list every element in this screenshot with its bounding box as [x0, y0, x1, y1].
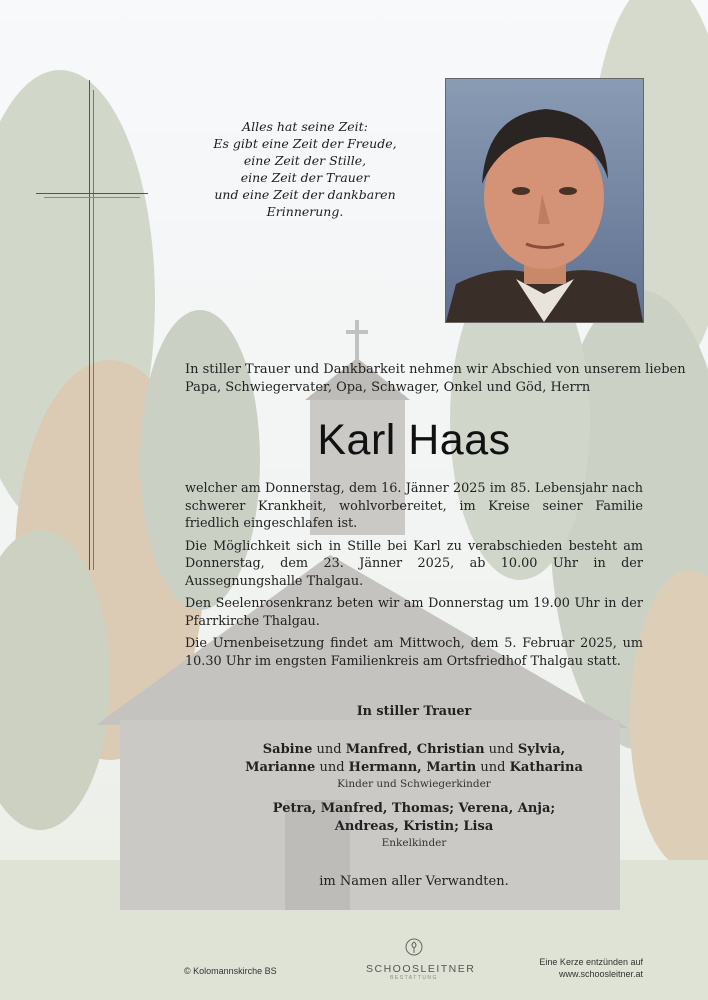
- announcement-body: [185, 480, 643, 675]
- mourner-name: Marianne: [245, 760, 316, 775]
- paragraph-passing: welcher am Donnerstag, dem 16. Jänner 2025 im 85. Lebensjahr nach schwerer Krankheit, wohlvorbereitet, im Kreise seiner Familie friedlich eingeschlafen ist.: [185, 481, 643, 531]
- rose-icon: [405, 938, 423, 956]
- mourner-name: Hermann, Martin: [348, 760, 477, 775]
- brand-name: SCHOOSLEITNER: [366, 963, 476, 975]
- paragraph-rosary: Den Seelenrosenkranz beten wir am Donnerstag um 19.00 Uhr in der Pfarrkirche Thalgau.: [185, 596, 643, 629]
- children-relation: Kinder und Schwiegerkinder: [337, 778, 491, 790]
- mourner-name: Katharina: [509, 760, 583, 775]
- grandchildren-line: Andreas, Kristin; Lisa: [334, 819, 494, 834]
- poem-line: und eine Zeit der dankbaren: [214, 187, 396, 202]
- mourners-heading: In stiller Trauer: [356, 704, 472, 719]
- website-link[interactable]: www.schoosleitner.at: [558, 969, 643, 979]
- mourner-name: Sabine: [262, 742, 313, 757]
- children-names: [185, 741, 643, 777]
- cross-decoration-horizontal-inner: [44, 197, 140, 198]
- cross-decoration-horizontal: [36, 193, 148, 194]
- brand-subtitle: BESTATTUNG: [390, 975, 438, 981]
- poem-line: eine Zeit der Trauer: [240, 170, 370, 185]
- poem: [205, 118, 405, 220]
- candle-text: Eine Kerze entzünden auf: [539, 957, 643, 967]
- candle-link[interactable]: [518, 956, 643, 980]
- conjunction: und: [484, 742, 518, 757]
- funeral-home-logo: [366, 938, 476, 981]
- intro-line: In stiller Trauer und Dankbarkeit nehmen wir Abschied von unserem lieben: [185, 362, 686, 377]
- conjunction: und: [312, 742, 346, 757]
- conjunction: und: [476, 760, 510, 775]
- mourner-name: Manfred, Christian: [345, 742, 485, 757]
- cross-decoration-vertical: [89, 80, 90, 570]
- cross-decoration-vertical-inner: [93, 90, 94, 570]
- poem-line: Alles hat seine Zeit:: [242, 119, 368, 134]
- intro-text: [185, 361, 686, 397]
- mourners-section: [185, 703, 643, 891]
- mourner-name: Sylvia,: [517, 742, 566, 757]
- portrait-photo: [445, 78, 644, 323]
- closing-line: im Namen aller Verwandten.: [319, 874, 509, 889]
- conjunction: und: [315, 760, 349, 775]
- poem-line: eine Zeit der Stille,: [243, 153, 367, 168]
- paragraph-farewell: Die Möglichkeit sich in Stille bei Karl zu verabschieden besteht am Donnerstag, dem 23. Jänner 2025, ab 10.00 Uhr in der Aussegnungshalle Thalgau.: [185, 538, 643, 589]
- deceased-name: Karl Haas: [317, 416, 511, 464]
- paragraph-burial: Die Urnenbeisetzung findet am Mittwoch, dem 5. Februar 2025, um 10.30 Uhr im engsten Familienkreis am Ortsfriedhof Thalgau statt.: [185, 636, 643, 669]
- grandchildren-relation: Enkelkinder: [381, 837, 447, 849]
- grandchildren-line: Petra, Manfred, Thomas; Verena, Anja;: [272, 801, 556, 816]
- intro-line: Papa, Schwiegervater, Opa, Schwager, Onkel und Göd, Herrn: [185, 380, 591, 395]
- poem-line: Es gibt eine Zeit der Freude,: [213, 136, 397, 151]
- poem-line: Erinnerung.: [266, 204, 344, 219]
- photo-credit: © Kolomannskirche BS: [184, 966, 277, 976]
